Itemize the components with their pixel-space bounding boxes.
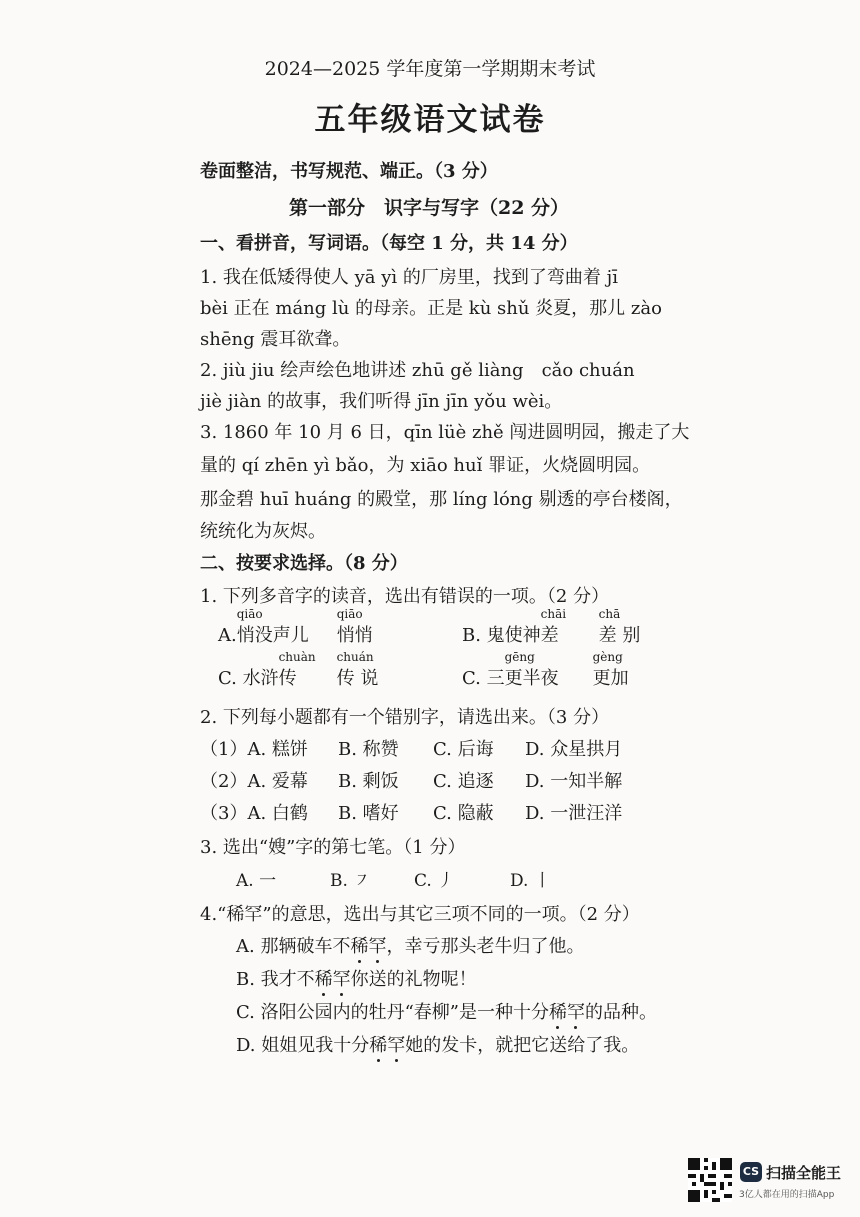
q1-c-label: C. 水浒: [218, 668, 279, 689]
q2-row-3-d: D. 一泄汪洋: [525, 803, 623, 824]
pinyin-line-7: 量的 qí zhēn yì bǎo，为 xiāo huǐ 罪证，火烧圆明园。: [200, 455, 651, 476]
emphasis-dot-char: 罕: [333, 965, 351, 991]
q1-option-d: C. 三 gēng 更半夜 gèng 更加: [462, 650, 629, 689]
pinyin-line-2: bèi 正在 máng lù 的母亲。正是 kù shǔ 炎夏，那儿 zào: [200, 298, 662, 319]
q2-row-2-d: D. 一知半解: [525, 771, 623, 792]
q4-option-b: B. 我才不稀罕你送的礼物呢！: [236, 965, 477, 991]
pinyin-line-8: 那金碧 huī huáng 的殿堂，那 líng lóng 剔透的亭台楼阁，: [200, 489, 683, 510]
q4-option-a: A. 那辆破车不稀罕，幸亏那头老牛归了他。: [236, 932, 584, 958]
pinyin-line-9: 统统化为灰烬。: [200, 521, 326, 542]
polyphone-char: chuàn 传: [278, 650, 316, 689]
q2-row-2-a: （2）A. 爱幕: [200, 771, 308, 792]
q1-d-label: C. 三: [462, 668, 505, 689]
polyphone-char: chuán 传: [336, 650, 374, 689]
pinyin-annotation: qiāo: [336, 607, 363, 621]
q1-stem: 1. 下列多音字的读音，选出有错误的一项。（2 分）: [200, 586, 610, 607]
q2-stem: 2. 下列每小题都有一个错别字，请选出来。（3 分）: [200, 707, 610, 728]
pinyin-line-6: 3. 1860 年 10 月 6 日，qīn lüè zhě 闯进圆明园，搬走了大: [200, 422, 690, 443]
q2-row-1-c: C. 后诲: [433, 739, 494, 760]
q3-option-d: D. 丨: [510, 871, 551, 891]
q2-row-3-a: （3）A. 白鹤: [200, 803, 308, 824]
pinyin-annotation: gēng: [504, 650, 535, 664]
pinyin-line-5: jiè jiàn 的故事，我们听得 jīn jīn yǒu wèi。: [200, 391, 563, 412]
camscanner-logo-icon: CS: [740, 1162, 762, 1182]
q1-a-label: A.: [218, 625, 237, 646]
pinyin-annotation: chuàn: [278, 650, 316, 664]
polyphone-char: chāi 差: [540, 607, 567, 646]
polyphone-char: qiāo 悄: [236, 607, 263, 646]
exam-name: 2024—2025 学年度第一学期期末考试: [264, 58, 596, 80]
neatness-note: 卷面整洁，书写规范、端正。（3 分）: [200, 161, 498, 182]
pinyin-annotation: chā: [598, 607, 621, 621]
emphasis-dot-char: 稀: [315, 965, 333, 991]
pinyin-annotation: chuán: [336, 650, 374, 664]
section2-heading: 二、按要求选择。（8 分）: [200, 553, 408, 574]
emphasis-dot-char: 罕: [567, 998, 585, 1024]
pinyin-annotation: chāi: [540, 607, 567, 621]
q2-row-1-d: D. 众星拱月: [525, 739, 623, 760]
q2-row-1-a: （1）A. 糕饼: [200, 739, 308, 760]
q1-b-label: B. 鬼使神: [462, 625, 541, 646]
part1-heading: 第一部分 识字与写字（22 分）: [289, 197, 570, 219]
q3-option-c: C. 丿: [414, 871, 455, 891]
q4-option-c: C. 洛阳公园内的牡丹“春柳”是一种十分稀罕的品种。: [236, 998, 657, 1024]
paper-title: 五年级语文试卷: [314, 102, 546, 138]
app-name: 扫描全能王: [766, 1164, 842, 1182]
emphasis-dot-char: 稀: [369, 1031, 387, 1057]
pinyin-annotation: qiāo: [236, 607, 263, 621]
q2-row-2-b: B. 剩饭: [338, 771, 399, 792]
q2-row-1-b: B. 称赞: [338, 739, 399, 760]
q3-stem: 3. 选出“嫂”字的第七笔。（1 分）: [200, 837, 466, 858]
pinyin-annotation: gèng: [592, 650, 623, 664]
emphasis-dot-char: 稀: [350, 932, 368, 958]
q2-row-3-c: C. 隐蔽: [433, 803, 494, 824]
q4-option-d: D. 姐姐见我十分稀罕她的发卡，就把它送给了我。: [236, 1031, 639, 1057]
pinyin-line-3: shēng 震耳欲聋。: [200, 329, 351, 350]
polyphone-char: qiāo 悄: [336, 607, 363, 646]
polyphone-char: chā 差: [598, 607, 621, 646]
q4-stem: 4.“稀罕”的意思，选出与其它三项不同的一项。（2 分）: [200, 904, 640, 925]
q3-option-b: B. ㇇: [330, 871, 371, 891]
polyphone-char: gèng 更: [592, 650, 623, 689]
q2-row-2-c: C. 追逐: [433, 771, 494, 792]
polyphone-char: gēng 更: [504, 650, 535, 689]
q1-option-c: C. 水浒 chuàn 传 chuán 传 说: [218, 650, 379, 689]
qr-code-icon: [688, 1158, 732, 1202]
app-tagline: 3亿人都在用的扫描App: [739, 1190, 835, 1200]
q1-option-b: B. 鬼使神 chāi 差 chā 差 别: [462, 607, 641, 646]
emphasis-dot-char: 罕: [387, 1031, 405, 1057]
emphasis-dot-char: 稀: [549, 998, 567, 1024]
pinyin-line-1: 1. 我在低矮得使人 yā yì 的厂房里，找到了弯曲着 jī: [200, 267, 618, 288]
q3-option-a: A. 一: [236, 871, 277, 891]
q2-row-3-b: B. 嗜好: [338, 803, 399, 824]
section1-heading: 一、看拼音，写词语。（每空 1 分，共 14 分）: [200, 233, 578, 254]
pinyin-line-4: 2. jiù jiu 绘声绘色地讲述 zhū gě liàng cǎo chuán: [200, 360, 635, 381]
q1-option-a: A. qiāo 悄没声儿 qiāo 悄悄: [218, 607, 373, 646]
emphasis-dot-char: 罕: [368, 932, 386, 958]
